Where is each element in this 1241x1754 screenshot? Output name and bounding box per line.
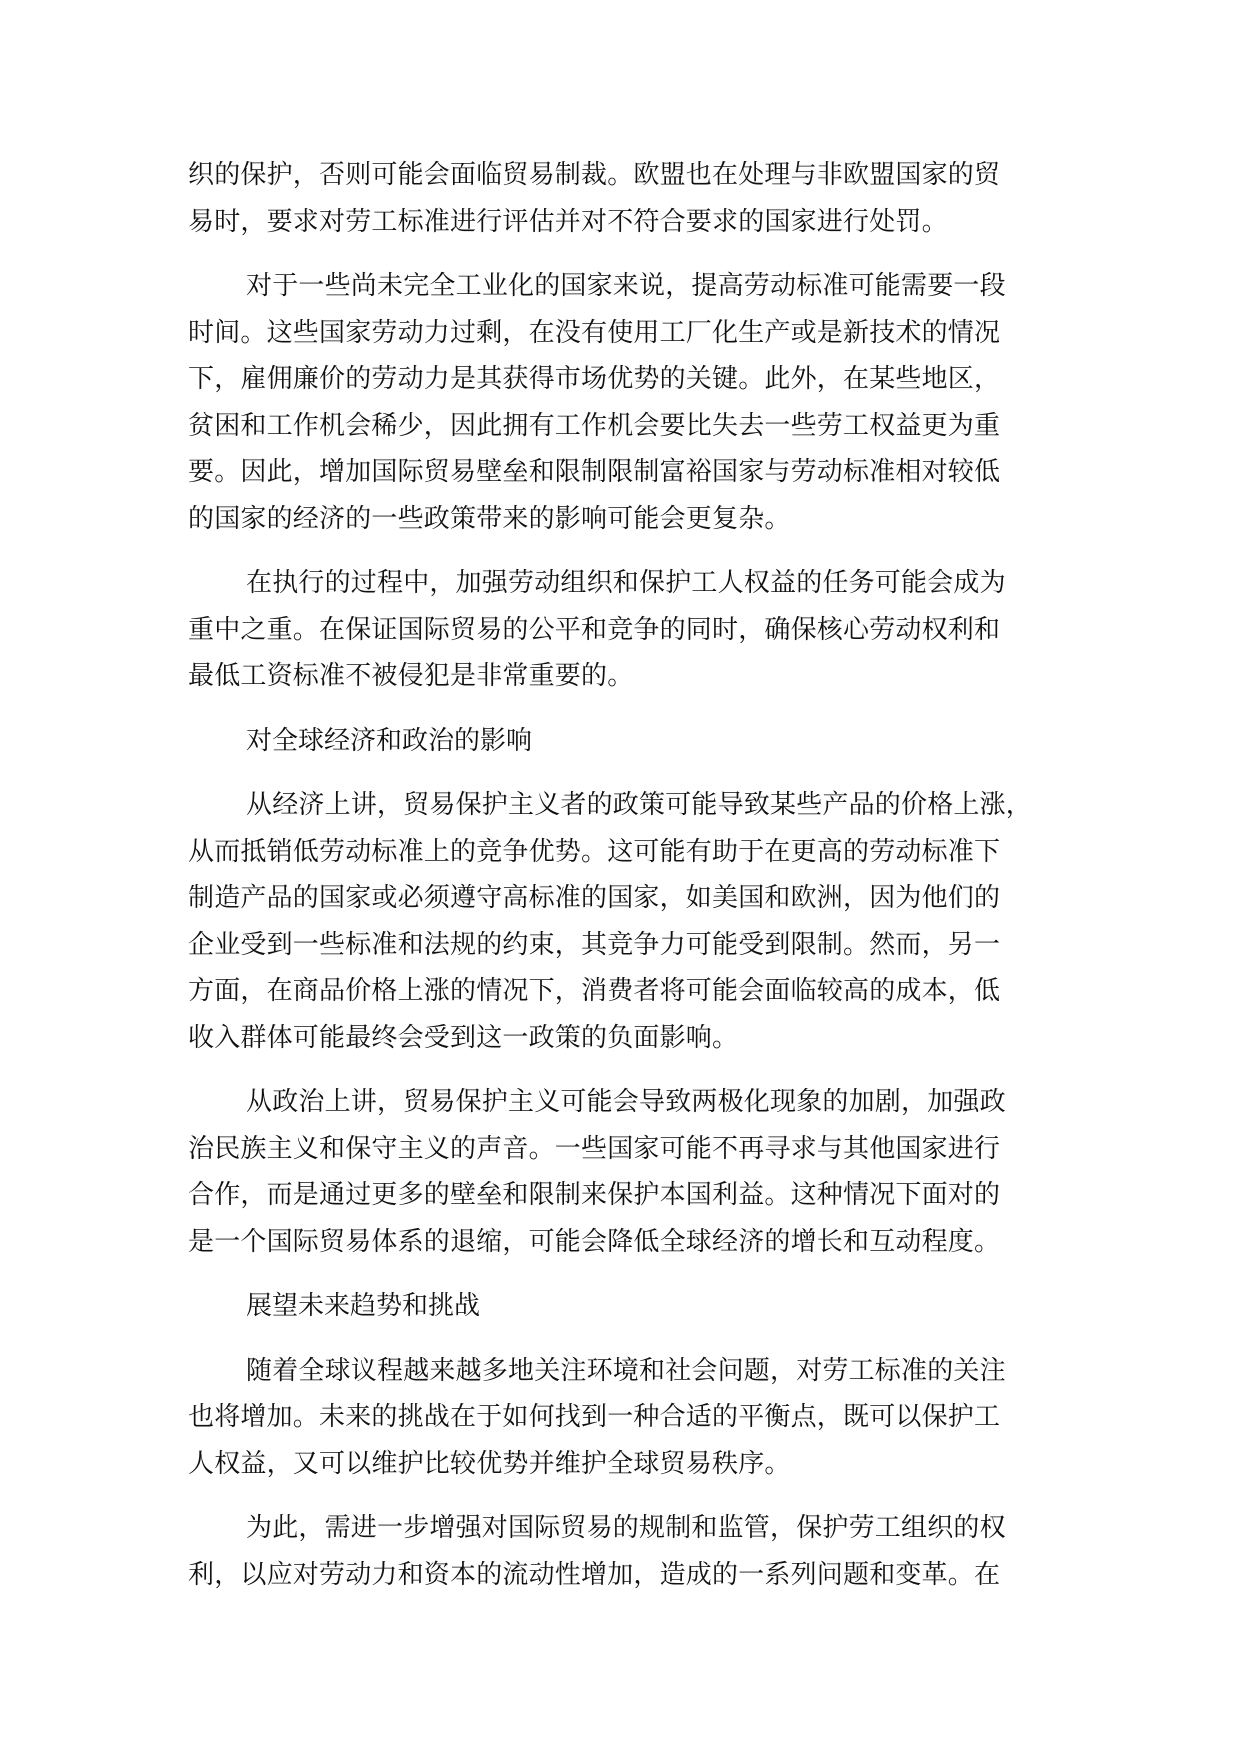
text-line: 治民族主义和保守主义的声音。一些国家可能不再寻求与其他国家进行 bbox=[188, 1133, 1001, 1164]
text-line: 贫困和工作机会稀少，因此拥有工作机会要比失去一些劳工权益更为重 bbox=[188, 410, 1001, 441]
text-line: 企业受到一些标准和法规的约束，其竞争力可能受到限制。然而，另一 bbox=[188, 929, 1001, 960]
text-line: 要。因此，增加国际贸易壁垒和限制限制富裕国家与劳动标准相对较低 bbox=[188, 457, 1001, 487]
text-line: 制造产品的国家或必须遵守高标准的国家，如美国和欧洲，因为他们的 bbox=[188, 883, 1001, 913]
text-line: 从政治上讲，贸易保护主义可能会导致两极化现象的加剧，加强政 bbox=[246, 1087, 1006, 1117]
text-line: 的国家的经济的一些政策带来的影响可能会更复杂。 bbox=[188, 503, 791, 534]
text-line: 利，以应对劳动力和资本的流动性增加，造成的一系列问题和变革。在 bbox=[188, 1559, 1001, 1590]
text-line: 最低工资标准不被侵犯是非常重要的。 bbox=[188, 661, 634, 691]
text-line: 为此，需进一步增强对国际贸易的规制和监管，保护劳工组织的权 bbox=[246, 1513, 1006, 1543]
text-line: 在执行的过程中，加强劳动组织和保护工人权益的任务可能会成为 bbox=[246, 568, 1006, 598]
paragraph-future-challenges bbox=[188, 1348, 1068, 1488]
text-line: 从而抵销低劳动标准上的竞争优势。这可能有助于在更高的劳动标准下 bbox=[188, 836, 1001, 867]
section-heading-global-impact: 对全球经济和政治的影响 bbox=[246, 725, 533, 756]
paragraph-implementation bbox=[188, 560, 1068, 700]
text-line: 收入群体可能最终会受到这一政策的负面影响。 bbox=[188, 1022, 739, 1053]
text-line: 时间。这些国家劳动力过剩，在没有使用工厂化生产或是新技术的情况 bbox=[188, 317, 1001, 348]
paragraph-eu-trade-sanctions bbox=[188, 152, 1068, 245]
text-line: 重中之重。在保证国际贸易的公平和竞争的同时，确保核心劳动权利和 bbox=[188, 614, 1001, 645]
text-line: 对于一些尚未完全工业化的国家来说，提高劳动标准可能需要一段 bbox=[246, 271, 1006, 301]
paragraph-regulation bbox=[188, 1505, 1068, 1598]
text-line: 从经济上讲，贸易保护主义者的政策可能导致某些产品的价格上涨， bbox=[246, 790, 1033, 820]
text-line: 人权益，又可以维护比较优势并维护全球贸易秩序。 bbox=[188, 1448, 791, 1479]
paragraph-political-impact bbox=[188, 1079, 1068, 1265]
text-line: 是一个国际贸易体系的退缩，可能会降低全球经济的增长和互动程度。 bbox=[188, 1226, 1001, 1257]
text-line: 易时，要求对劳工标准进行评估并对不符合要求的国家进行处罚。 bbox=[188, 206, 948, 237]
text-line: 随着全球议程越来越多地关注环境和社会问题，对劳工标准的关注 bbox=[246, 1355, 1006, 1386]
paragraph-economic-impact bbox=[188, 782, 1068, 1061]
text-line: 也将增加。未来的挑战在于如何找到一种合适的平衡点，既可以保护工 bbox=[188, 1402, 1001, 1432]
paragraph-developing-countries bbox=[188, 263, 1068, 542]
document-body bbox=[188, 152, 1068, 1616]
text-line: 方面，在商品价格上涨的情况下，消费者将可能会面临较高的成本，低 bbox=[188, 976, 1001, 1006]
text-line: 下，雇佣廉价的劳动力是其获得市场优势的关键。此外，在某些地区， bbox=[188, 364, 1001, 394]
section-heading-future-trends: 展望未来趋势和挑战 bbox=[246, 1291, 481, 1321]
text-line: 织的保护，否则可能会面临贸易制裁。欧盟也在处理与非欧盟国家的贸 bbox=[188, 160, 1001, 190]
text-line: 合作，而是通过更多的壁垒和限制来保护本国利益。这种情况下面对的 bbox=[188, 1180, 1001, 1210]
